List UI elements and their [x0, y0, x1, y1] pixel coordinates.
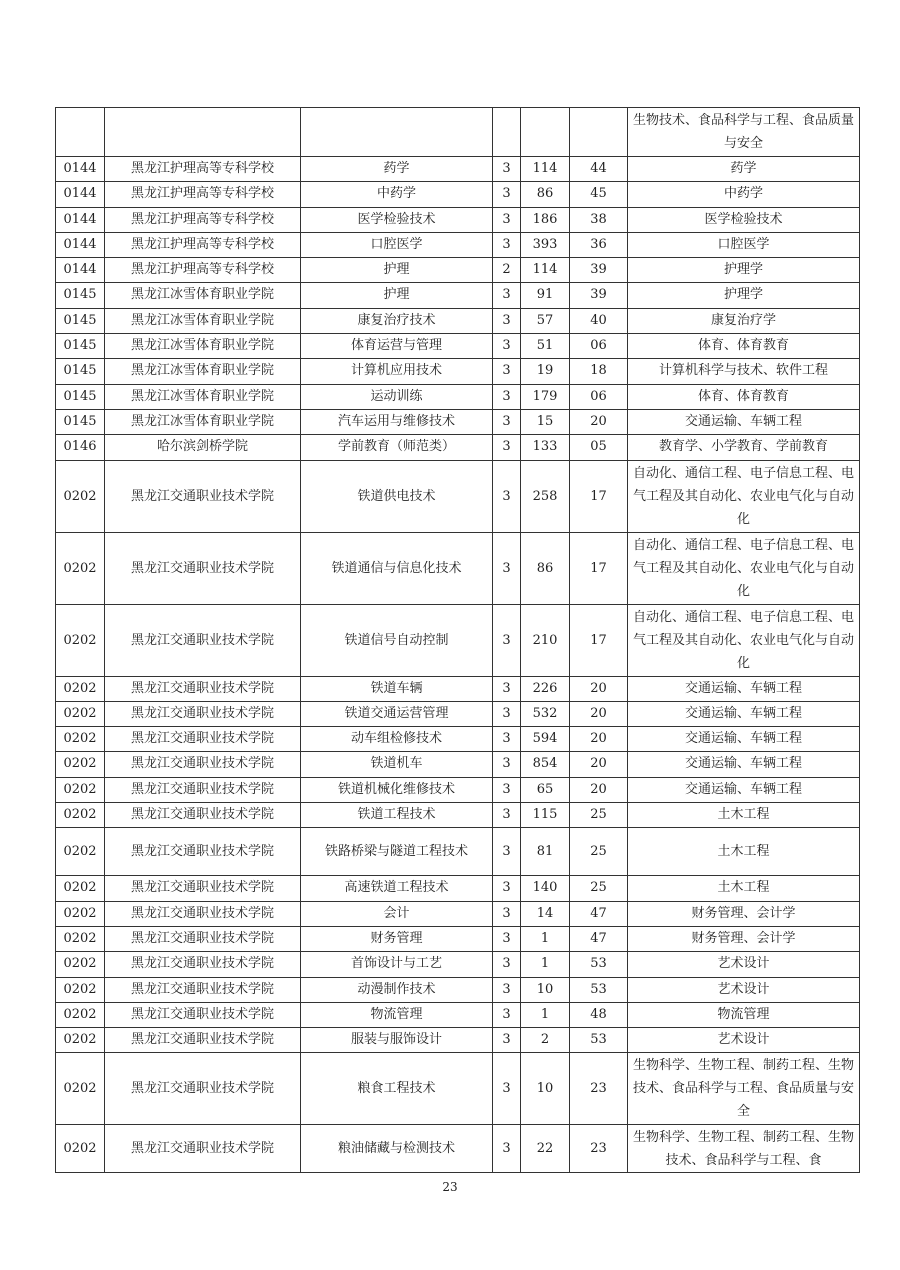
required-major-cell: 土木工程 [628, 828, 860, 876]
institution-code-cell: 0202 [56, 926, 105, 951]
table-row [56, 359, 860, 384]
duration-cell: 3 [493, 676, 521, 701]
duration-cell: 3 [493, 435, 521, 460]
plan-count-cell: 393 [521, 232, 570, 257]
required-major-cell: 交通运输、车辆工程 [628, 701, 860, 726]
institution-name-cell: 黑龙江护理高等专科学校 [105, 232, 301, 257]
duration-cell: 3 [493, 876, 521, 901]
institution-name-cell: 黑龙江交通职业技术学院 [105, 752, 301, 777]
required-major-cell: 物流管理 [628, 1002, 860, 1027]
institution-code-cell: 0202 [56, 532, 105, 604]
table-row [56, 777, 860, 802]
required-major-cell: 艺术设计 [628, 977, 860, 1002]
category-code-cell: 53 [570, 977, 628, 1002]
duration-cell: 3 [493, 1002, 521, 1027]
table-row [56, 207, 860, 232]
plan-count-cell: 226 [521, 676, 570, 701]
major-name-cell: 铁道机车 [301, 752, 493, 777]
institution-code-cell: 0202 [56, 1028, 105, 1053]
category-code-cell: 06 [570, 334, 628, 359]
category-code-cell: 47 [570, 901, 628, 926]
major-name-cell: 首饰设计与工艺 [301, 952, 493, 977]
major-name-cell: 铁道通信与信息化技术 [301, 532, 493, 604]
major-name-cell: 护理 [301, 258, 493, 283]
plan-count-cell: 210 [521, 604, 570, 676]
institution-name-cell: 黑龙江护理高等专科学校 [105, 182, 301, 207]
major-name-cell: 铁道交通运营管理 [301, 701, 493, 726]
institution-name-cell: 黑龙江冰雪体育职业学院 [105, 308, 301, 333]
required-major-cell: 自动化、通信工程、电子信息工程、电气工程及其自动化、农业电气化与自动化 [628, 532, 860, 604]
institution-code-cell: 0145 [56, 409, 105, 434]
required-major-cell: 口腔医学 [628, 232, 860, 257]
major-name-cell: 运动训练 [301, 384, 493, 409]
required-major-cell: 计算机科学与技术、软件工程 [628, 359, 860, 384]
major-name-cell: 铁道供电技术 [301, 460, 493, 532]
institution-name-cell: 黑龙江冰雪体育职业学院 [105, 283, 301, 308]
table-row [56, 1028, 860, 1053]
category-code-cell: 17 [570, 604, 628, 676]
category-code-cell: 53 [570, 1028, 628, 1053]
major-name-cell: 计算机应用技术 [301, 359, 493, 384]
plan-count-cell: 258 [521, 460, 570, 532]
table-row [56, 901, 860, 926]
required-major-cell: 中药学 [628, 182, 860, 207]
table-row [56, 157, 860, 182]
institution-name-cell: 黑龙江交通职业技术学院 [105, 701, 301, 726]
major-name-cell: 药学 [301, 157, 493, 182]
plan-count-cell: 133 [521, 435, 570, 460]
institution-name-cell: 黑龙江交通职业技术学院 [105, 604, 301, 676]
required-major-cell: 土木工程 [628, 803, 860, 828]
institution-code-cell: 0145 [56, 308, 105, 333]
required-major-cell: 交通运输、车辆工程 [628, 752, 860, 777]
duration-cell: 3 [493, 752, 521, 777]
duration-cell: 3 [493, 384, 521, 409]
institution-code-cell: 0202 [56, 952, 105, 977]
table-body [56, 108, 860, 1173]
major-name-cell: 铁道车辆 [301, 676, 493, 701]
category-code-cell [570, 108, 628, 157]
duration-cell: 3 [493, 532, 521, 604]
institution-name-cell: 黑龙江护理高等专科学校 [105, 157, 301, 182]
institution-code-cell: 0144 [56, 157, 105, 182]
category-code-cell: 20 [570, 777, 628, 802]
institution-code-cell: 0202 [56, 727, 105, 752]
institution-name-cell [105, 108, 301, 157]
category-code-cell: 05 [570, 435, 628, 460]
institution-name-cell: 黑龙江交通职业技术学院 [105, 803, 301, 828]
plan-count-cell: 86 [521, 532, 570, 604]
table-row [56, 308, 860, 333]
institution-name-cell: 黑龙江冰雪体育职业学院 [105, 334, 301, 359]
category-code-cell: 48 [570, 1002, 628, 1027]
major-name-cell: 汽车运用与维修技术 [301, 409, 493, 434]
required-major-cell: 交通运输、车辆工程 [628, 409, 860, 434]
category-code-cell: 25 [570, 803, 628, 828]
plan-count-cell [521, 108, 570, 157]
required-major-cell: 护理学 [628, 258, 860, 283]
duration-cell: 3 [493, 701, 521, 726]
required-major-cell: 土木工程 [628, 876, 860, 901]
required-major-cell: 教育学、小学教育、学前教育 [628, 435, 860, 460]
plan-count-cell: 86 [521, 182, 570, 207]
category-code-cell: 17 [570, 532, 628, 604]
category-code-cell: 40 [570, 308, 628, 333]
plan-count-cell: 179 [521, 384, 570, 409]
institution-name-cell: 黑龙江交通职业技术学院 [105, 676, 301, 701]
required-major-cell: 生物技术、食品科学与工程、食品质量与安全 [628, 108, 860, 157]
duration-cell: 3 [493, 1028, 521, 1053]
duration-cell [493, 108, 521, 157]
table-row [56, 1002, 860, 1027]
institution-code-cell: 0145 [56, 283, 105, 308]
category-code-cell: 39 [570, 258, 628, 283]
institution-name-cell: 黑龙江交通职业技术学院 [105, 777, 301, 802]
institution-code-cell: 0202 [56, 1002, 105, 1027]
required-major-cell: 交通运输、车辆工程 [628, 727, 860, 752]
institution-code-cell: 0144 [56, 207, 105, 232]
plan-count-cell: 15 [521, 409, 570, 434]
required-major-cell: 财务管理、会计学 [628, 926, 860, 951]
plan-count-cell: 91 [521, 283, 570, 308]
institution-name-cell: 黑龙江交通职业技术学院 [105, 460, 301, 532]
required-major-cell: 体育、体育教育 [628, 384, 860, 409]
table-row [56, 701, 860, 726]
institution-code-cell: 0202 [56, 460, 105, 532]
required-major-cell: 药学 [628, 157, 860, 182]
institution-name-cell: 黑龙江交通职业技术学院 [105, 727, 301, 752]
major-name-cell: 中药学 [301, 182, 493, 207]
institution-code-cell: 0202 [56, 777, 105, 802]
major-name-cell [301, 108, 493, 157]
table-row [56, 532, 860, 604]
category-code-cell: 20 [570, 676, 628, 701]
table-row [56, 435, 860, 460]
category-code-cell: 38 [570, 207, 628, 232]
plan-count-cell: 65 [521, 777, 570, 802]
table-row [56, 182, 860, 207]
major-name-cell: 铁路桥梁与隧道工程技术 [301, 828, 493, 876]
table-row [56, 676, 860, 701]
duration-cell: 3 [493, 334, 521, 359]
required-major-cell: 交通运输、车辆工程 [628, 777, 860, 802]
category-code-cell: 20 [570, 701, 628, 726]
institution-code-cell: 0202 [56, 676, 105, 701]
plan-count-cell: 114 [521, 157, 570, 182]
table-row [56, 232, 860, 257]
category-code-cell: 17 [570, 460, 628, 532]
table-row [56, 803, 860, 828]
institution-code-cell: 0202 [56, 803, 105, 828]
table-row [56, 828, 860, 876]
category-code-cell: 25 [570, 828, 628, 876]
major-name-cell: 铁道信号自动控制 [301, 604, 493, 676]
plan-count-cell: 1 [521, 952, 570, 977]
institution-code-cell: 0202 [56, 1125, 105, 1173]
plan-count-cell: 81 [521, 828, 570, 876]
institution-code-cell: 0202 [56, 604, 105, 676]
major-name-cell: 铁道工程技术 [301, 803, 493, 828]
required-major-cell: 体育、体育教育 [628, 334, 860, 359]
required-major-cell: 康复治疗学 [628, 308, 860, 333]
duration-cell: 3 [493, 1053, 521, 1125]
duration-cell: 3 [493, 207, 521, 232]
institution-code-cell: 0146 [56, 435, 105, 460]
table-row [56, 409, 860, 434]
institution-name-cell: 黑龙江冰雪体育职业学院 [105, 409, 301, 434]
required-major-cell: 生物科学、生物工程、制药工程、生物技术、食品科学与工程、食品质量与安全 [628, 1053, 860, 1125]
duration-cell: 3 [493, 901, 521, 926]
table-row [56, 876, 860, 901]
required-major-cell: 生物科学、生物工程、制药工程、生物技术、食品科学与工程、食 [628, 1125, 860, 1173]
institution-name-cell: 黑龙江冰雪体育职业学院 [105, 359, 301, 384]
category-code-cell: 20 [570, 409, 628, 434]
institution-name-cell: 黑龙江交通职业技术学院 [105, 901, 301, 926]
table-row [56, 952, 860, 977]
duration-cell: 3 [493, 359, 521, 384]
category-code-cell: 39 [570, 283, 628, 308]
table-row [56, 460, 860, 532]
table-row [56, 977, 860, 1002]
table-row [56, 1053, 860, 1125]
major-name-cell: 粮油储藏与检测技术 [301, 1125, 493, 1173]
institution-code-cell: 0144 [56, 258, 105, 283]
institution-name-cell: 黑龙江交通职业技术学院 [105, 532, 301, 604]
duration-cell: 3 [493, 1125, 521, 1173]
institution-name-cell: 黑龙江交通职业技术学院 [105, 1125, 301, 1173]
category-code-cell: 18 [570, 359, 628, 384]
institution-name-cell: 黑龙江护理高等专科学校 [105, 207, 301, 232]
required-major-cell: 医学检验技术 [628, 207, 860, 232]
institution-name-cell: 黑龙江护理高等专科学校 [105, 258, 301, 283]
major-name-cell: 医学检验技术 [301, 207, 493, 232]
plan-count-cell: 10 [521, 1053, 570, 1125]
required-major-cell: 护理学 [628, 283, 860, 308]
duration-cell: 3 [493, 727, 521, 752]
plan-count-cell: 1 [521, 926, 570, 951]
major-name-cell: 动漫制作技术 [301, 977, 493, 1002]
duration-cell: 3 [493, 803, 521, 828]
table-row [56, 752, 860, 777]
major-name-cell: 护理 [301, 283, 493, 308]
duration-cell: 3 [493, 308, 521, 333]
plan-count-cell: 532 [521, 701, 570, 726]
plan-count-cell: 57 [521, 308, 570, 333]
duration-cell: 3 [493, 182, 521, 207]
major-name-cell: 会计 [301, 901, 493, 926]
table-row [56, 283, 860, 308]
plan-count-cell: 19 [521, 359, 570, 384]
category-code-cell: 44 [570, 157, 628, 182]
table-row [56, 258, 860, 283]
major-name-cell: 财务管理 [301, 926, 493, 951]
institution-code-cell: 0202 [56, 1053, 105, 1125]
institution-code-cell: 0144 [56, 232, 105, 257]
table-row [56, 926, 860, 951]
institution-name-cell: 黑龙江交通职业技术学院 [105, 926, 301, 951]
plan-count-cell: 10 [521, 977, 570, 1002]
institution-code-cell: 0202 [56, 977, 105, 1002]
institution-name-cell: 黑龙江冰雪体育职业学院 [105, 384, 301, 409]
institution-name-cell: 哈尔滨剑桥学院 [105, 435, 301, 460]
required-major-cell: 财务管理、会计学 [628, 901, 860, 926]
required-major-cell: 艺术设计 [628, 1028, 860, 1053]
duration-cell: 3 [493, 232, 521, 257]
major-name-cell: 口腔医学 [301, 232, 493, 257]
institution-code-cell: 0202 [56, 752, 105, 777]
table-row [56, 108, 860, 157]
category-code-cell: 36 [570, 232, 628, 257]
institution-name-cell: 黑龙江交通职业技术学院 [105, 828, 301, 876]
institution-code-cell: 0202 [56, 876, 105, 901]
plan-count-cell: 2 [521, 1028, 570, 1053]
duration-cell: 3 [493, 926, 521, 951]
page-number: 23 [442, 1180, 458, 1194]
table-row [56, 1125, 860, 1173]
institution-name-cell: 黑龙江交通职业技术学院 [105, 977, 301, 1002]
category-code-cell: 53 [570, 952, 628, 977]
table-row [56, 604, 860, 676]
duration-cell: 3 [493, 283, 521, 308]
admission-table [55, 107, 860, 1173]
duration-cell: 3 [493, 977, 521, 1002]
plan-count-cell: 140 [521, 876, 570, 901]
required-major-cell: 艺术设计 [628, 952, 860, 977]
institution-code-cell: 0145 [56, 334, 105, 359]
duration-cell: 3 [493, 604, 521, 676]
duration-cell: 3 [493, 157, 521, 182]
plan-count-cell: 115 [521, 803, 570, 828]
institution-code-cell: 0144 [56, 182, 105, 207]
category-code-cell: 47 [570, 926, 628, 951]
category-code-cell: 23 [570, 1053, 628, 1125]
institution-name-cell: 黑龙江交通职业技术学院 [105, 1053, 301, 1125]
plan-count-cell: 186 [521, 207, 570, 232]
major-name-cell: 铁道机械化维修技术 [301, 777, 493, 802]
plan-count-cell: 1 [521, 1002, 570, 1027]
major-name-cell: 物流管理 [301, 1002, 493, 1027]
duration-cell: 3 [493, 828, 521, 876]
duration-cell: 3 [493, 409, 521, 434]
category-code-cell: 06 [570, 384, 628, 409]
table-row [56, 727, 860, 752]
institution-name-cell: 黑龙江交通职业技术学院 [105, 1028, 301, 1053]
required-major-cell: 交通运输、车辆工程 [628, 676, 860, 701]
major-name-cell: 学前教育（师范类） [301, 435, 493, 460]
major-name-cell: 服装与服饰设计 [301, 1028, 493, 1053]
category-code-cell: 45 [570, 182, 628, 207]
required-major-cell: 自动化、通信工程、电子信息工程、电气工程及其自动化、农业电气化与自动化 [628, 604, 860, 676]
duration-cell: 2 [493, 258, 521, 283]
category-code-cell: 20 [570, 752, 628, 777]
institution-code-cell: 0202 [56, 828, 105, 876]
institution-code-cell: 0145 [56, 384, 105, 409]
plan-count-cell: 854 [521, 752, 570, 777]
major-name-cell: 康复治疗技术 [301, 308, 493, 333]
institution-code-cell: 0202 [56, 901, 105, 926]
plan-count-cell: 51 [521, 334, 570, 359]
major-name-cell: 粮食工程技术 [301, 1053, 493, 1125]
duration-cell: 3 [493, 952, 521, 977]
category-code-cell: 23 [570, 1125, 628, 1173]
category-code-cell: 25 [570, 876, 628, 901]
major-name-cell: 高速铁道工程技术 [301, 876, 493, 901]
plan-count-cell: 22 [521, 1125, 570, 1173]
category-code-cell: 20 [570, 727, 628, 752]
institution-name-cell: 黑龙江交通职业技术学院 [105, 876, 301, 901]
duration-cell: 3 [493, 777, 521, 802]
plan-count-cell: 114 [521, 258, 570, 283]
major-name-cell: 动车组检修技术 [301, 727, 493, 752]
institution-code-cell [56, 108, 105, 157]
major-name-cell: 体育运营与管理 [301, 334, 493, 359]
duration-cell: 3 [493, 460, 521, 532]
table-row [56, 384, 860, 409]
institution-code-cell: 0202 [56, 701, 105, 726]
institution-name-cell: 黑龙江交通职业技术学院 [105, 1002, 301, 1027]
institution-code-cell: 0145 [56, 359, 105, 384]
table-row [56, 334, 860, 359]
required-major-cell: 自动化、通信工程、电子信息工程、电气工程及其自动化、农业电气化与自动化 [628, 460, 860, 532]
institution-name-cell: 黑龙江交通职业技术学院 [105, 952, 301, 977]
plan-count-cell: 594 [521, 727, 570, 752]
plan-count-cell: 14 [521, 901, 570, 926]
